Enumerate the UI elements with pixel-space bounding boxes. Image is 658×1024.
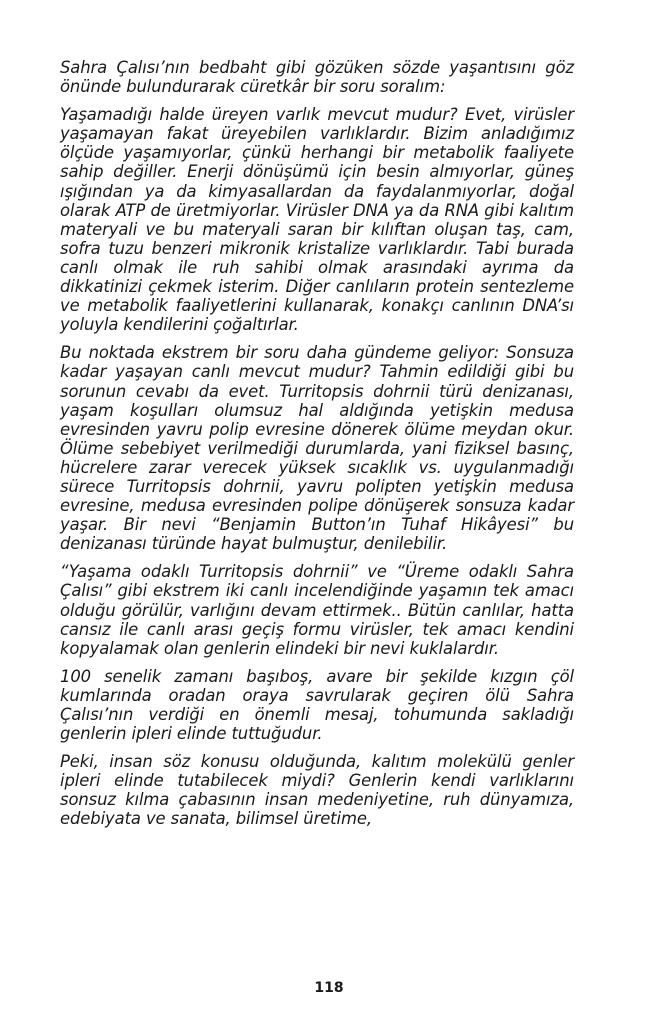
paragraph-intro-question: Sahra Çalısı’nın bedbaht gibi gözüken sözde yaşantısını göz önünde bulundurarak cüretkâr bir soru soralım:	[60, 58, 574, 97]
paragraph-viruses: Yaşamadığı halde üreyen varlık mevcut mudur? Evet, virüsler yaşamayan fakat üreyebilen varlıklardır. Bizim anladığımız ölçüde yaşamıyorlar, çünkü herhangi bir metabolik faaliyete sahip değiller. Enerji dönüşümü için besin almıyorlar, güneş ışığından ya da kimyasallardan da faydalanmıyorlar, doğal olarak ATP de üretmiyorlar. Virüsler DNA ya da RNA gibi kalıtım materyali ve bu materyali saran bir kılıftan oluşan taş, cam, sofra tuzu benzeri mikronik kristalize varlıklardır. Tabi burada canlı olmak ile ruh sahibi olmak arasındaki ayrıma da dikkatinizi çekmek isterim. Diğer canlıların protein sentezleme ve metabolik faaliyetlerini kullanarak, konakçı canlının DNA’sı yoluyla kendilerini çoğaltırlar.	[60, 105, 574, 335]
paragraph-human-question: Peki, insan söz konusu olduğunda, kalıtım molekülü genler ipleri elinde tutabilecek miydi? Genlerin kendi varlıklarını sonsuz kılma çabasının insan medeniyetine, ruh dünyamıza, edebiyata ve sanata, bilimsel üretime,	[60, 752, 574, 829]
paragraph-genes-puppets: “Yaşama odaklı Turritopsis dohrnii” ve “Üreme odaklı Sahra Çalısı” gibi ekstrem iki canlı incelendiğinde yaşamın tek amacı olduğu görülür, varlığını devam ettirmek.. Bütün canlılar, hatta cansız ile canlı arası geçiş formu virüsler, tek amacı kendini kopyalamak olan genlerin elindeki bir nevi kuklalardır.	[60, 562, 574, 658]
page-body	[60, 58, 574, 838]
paragraph-immortal-jellyfish: Bu noktada ekstrem bir soru daha gündeme geliyor: Sonsuza kadar yaşayan canlı mevcut mudur? Tahmin edildiği gibi bu sorunun cevabı da evet. Turritopsis dohrnii türü denizanası, yaşam koşulları olumsuz hal aldığında yetişkin medusa evresinden yavru polip evresine dönerek ölüme meydan okur. Ölüme sebebiyet verilmediği durumlarda, yani fiziksel basınç, hücrelere zarar verecek yüksek sıcaklık vs. uygulanmadığı sürece Turritopsis dohrnii, yavru polipten yetişkin medusa evresine, medusa evresinden polipe dönüşerek sonsuza kadar yaşar. Bir nevi “Benjamin Button’ın Tuhaf Hikâyesi” bu denizanası türünde hayat bulmuştur, denilebilir.	[60, 343, 574, 554]
paragraph-desert-shrub: 100 senelik zamanı başıboş, avare bir şekilde kızgın çöl kumlarında oradan oraya savrularak geçiren ölü Sahra Çalısı’nın verdiği en önemli mesaj, tohumunda sakladığı genlerin ipleri elinde tuttuğudur.	[60, 666, 574, 744]
page-number: 118	[314, 980, 344, 996]
